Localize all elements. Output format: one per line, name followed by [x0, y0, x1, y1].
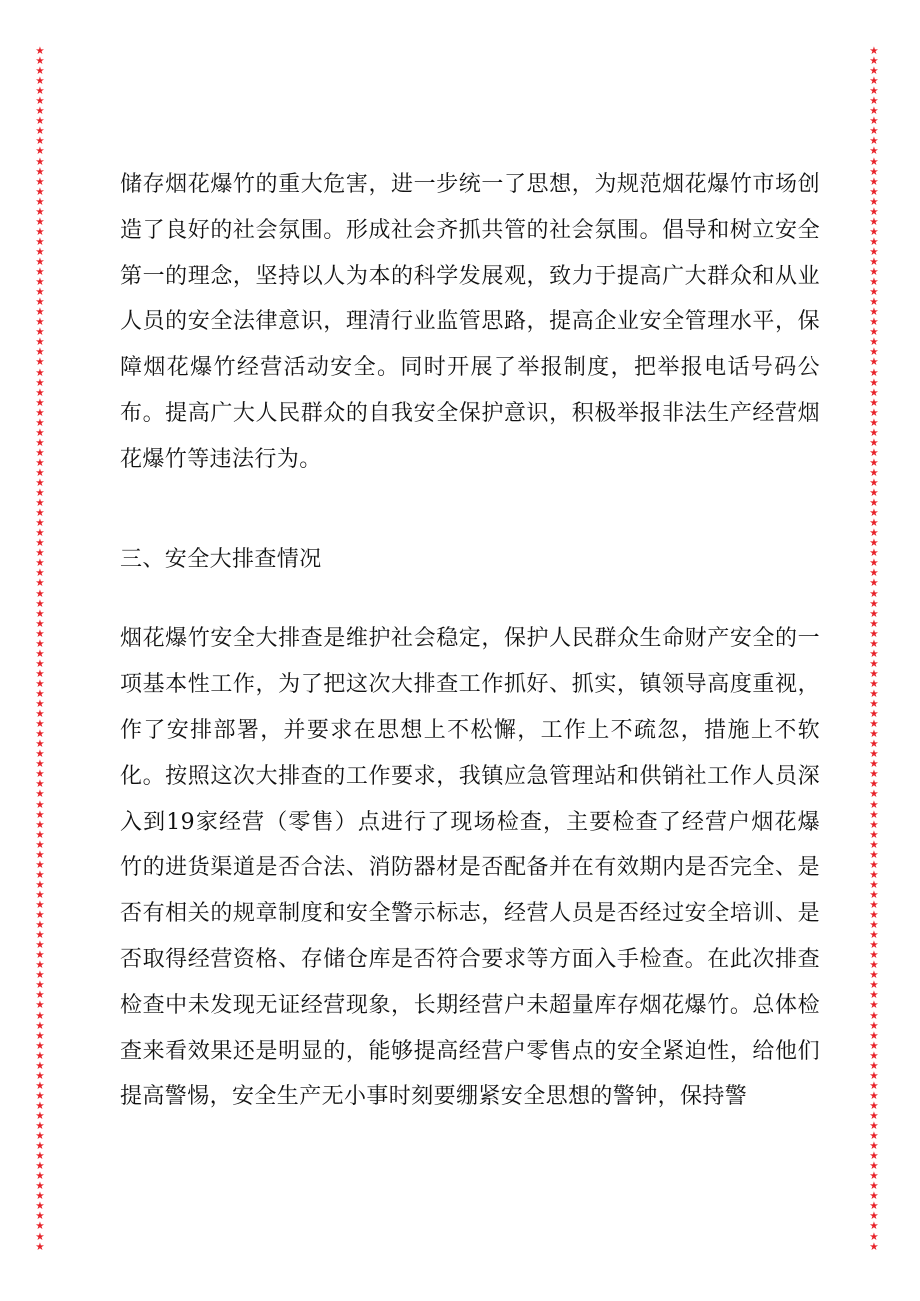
- paragraph-spacer: [120, 483, 820, 537]
- left-star-border: ★ ★ ★ ★ ★ ★ ★ ★ ★ ★ ★ ★ ★ ★ ★ ★ ★ ★ ★ ★ ★ ★ ★ ★ ★ ★ ★ ★ ★ ★ ★ ★ ★ ★ ★ ★ ★ ★ ★ ★ ★ ★ ★ ★ ★ ★ ★ ★ ★ ★ ★ ★ ★ ★ ★ ★ ★ ★ ★ ★ ★ ★ ★ ★ ★ ★ ★ ★ ★ ★ ★ ★ ★ ★ ★ ★ ★ ★ ★ ★ ★ ★ ★ ★ ★ ★ ★ ★ ★ ★ ★ ★ ★ ★ ★ ★ ★ ★ ★ ★ ★ ★ ★ ★ ★ ★ ★ ★ ★ ★ ★ ★ ★ ★ ★ ★ ★ ★ ★ ★: [35, 46, 45, 1253]
- right-star-border: ★ ★ ★ ★ ★ ★ ★ ★ ★ ★ ★ ★ ★ ★ ★ ★ ★ ★ ★ ★ ★ ★ ★ ★ ★ ★ ★ ★ ★ ★ ★ ★ ★ ★ ★ ★ ★ ★ ★ ★ ★ ★ ★ ★ ★ ★ ★ ★ ★ ★ ★ ★ ★ ★ ★ ★ ★ ★ ★ ★ ★ ★ ★ ★ ★ ★ ★ ★ ★ ★ ★ ★ ★ ★ ★ ★ ★ ★ ★ ★ ★ ★ ★ ★ ★ ★ ★ ★ ★ ★ ★ ★ ★ ★ ★ ★ ★ ★ ★ ★ ★ ★ ★ ★ ★ ★ ★ ★ ★ ★ ★ ★ ★ ★ ★ ★ ★ ★ ★ ★: [869, 46, 879, 1253]
- paragraph-2: 烟花爆竹安全大排查是维护社会稳定，保护人民群众生命财产安全的一项基本性工作，为了把这次大排查工作抓好、抓实，镇领导高度重视，作了安排部署，并要求在思想上不松懈，工作上不疏忽，措施上不软化。按照这次大排查的工作要求，我镇应急管理站和供销社工作人员深入到19家经营（零售）点进行了现场检查，主要检查了经营户烟花爆竹的进货渠道是否合法、消防器材是否配备并在有效期内是否完全、是否有相关的规章制度和安全警示标志，经营人员是否经过安全培训、是否取得经营资格、存储仓库是否符合要求等方面入手检查。在此次排查检查中未发现无证经营现象，长期经营户未超量库存烟花爆竹。总体检查来看效果还是明显的，能够提高经营户零售点的安全紧迫性，给他们提高警惕，安全生产无小事时刻要绷紧安全思想的警钟，保持警: [120, 626, 820, 1110]
- paragraph-1: 储存烟花爆竹的重大危害，进一步统一了思想，为规范烟花爆竹市场创造了良好的社会氛围。形成社会齐抓共管的社会氛围。倡导和树立安全第一的理念，坚持以人为本的科学发展观，致力于提高广大群众和从业人员的安全法律意识，理清行业监管思路，提高企业安全管理水平，保障烟花爆竹经营活动安全。同时开展了举报制度，把举报电话号码公布。提高广大人民群众的自我安全保护意识，积极举报非法生产经营烟花爆竹等违法行为。: [120, 172, 820, 472]
- document-body: [120, 162, 820, 1120]
- section-heading-3: 三、安全大排查情况: [120, 546, 322, 572]
- heading-spacer: [120, 582, 820, 616]
